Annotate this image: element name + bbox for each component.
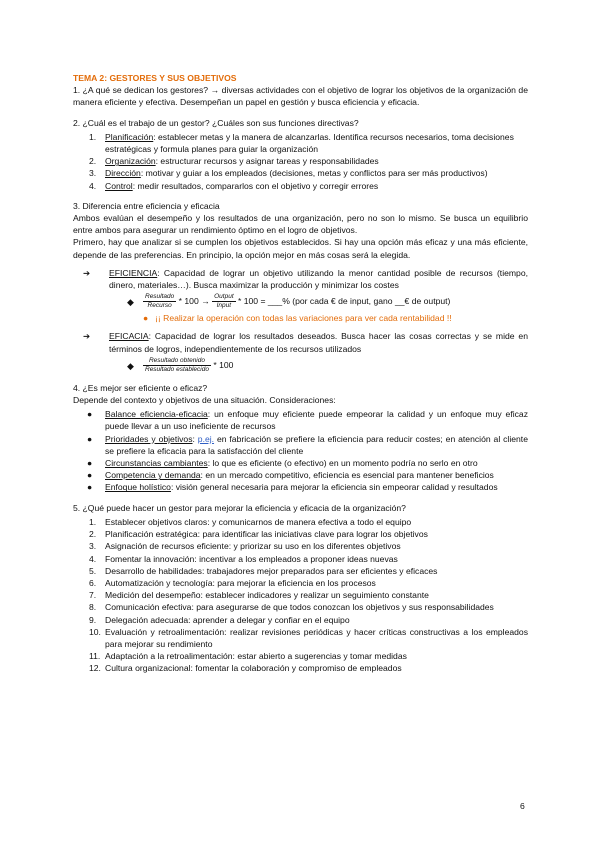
diamond-bullet-icon: ◆ (127, 297, 134, 308)
list-item: 9. Delegación adecuada: aprender a delegar y confiar en el equipo (89, 614, 350, 625)
intro: Depende del contexto y objetivos de una situación. Consideraciones: (73, 395, 336, 406)
fraction: $\frac{\text{Resultado obtenido}}{\text{Resultado establecido}}$ (145, 356, 209, 373)
bullet-icon: ● (87, 409, 93, 420)
eficacia-item: ➔ EFICACIA: Capacidad de lograr los resultados deseados. Busca hacer las cosas correctas y se mide en términos de logros, independientemente de los recursos utilizados (83, 331, 528, 354)
list-item: 7. Medición del desempeño: establecer indicadores y realizar un seguimiento constante (89, 590, 429, 601)
list-item: 6. Automatización y tecnología: para mejorar la eficiencia en los procesos (89, 577, 376, 588)
term: EFICIENCIA (109, 267, 158, 278)
list-item: ● Circunstancias cambiantes: lo que es eficiente (o efectivo) en un momento podría no serlo en otro (87, 458, 478, 469)
question-2: 2. ¿Cuál es el trabajo de un gestor? ¿Cuáles son sus funciones directivas? (73, 117, 359, 128)
list-item: ● Enfoque holístico: visión general necesaria para mejorar la eficiencia sin empeorar calidad y resultados (87, 482, 498, 493)
pej-link[interactable]: p.ej. (197, 433, 215, 444)
section-2 (73, 117, 528, 192)
page-number: 6 (520, 801, 525, 811)
arrow-right-icon: ➔ (83, 331, 91, 342)
list-item: 2. Organización: estructurar recursos y asignar tareas y responsabilidades (89, 156, 379, 167)
list-item: 8. Comunicación efectiva: para asegurarse de que todos conozcan los objetivos y sus responsabilidades (89, 602, 494, 613)
bullet-icon: ● (143, 313, 149, 324)
bullet-icon: ● (87, 458, 93, 469)
eficiencia-item: ➔ EFICIENCIA: Capacidad de lograr un objetivo utilizando la menor cantidad posible de recursos (tiempo, dinero, materiales…). Busca maximizar la producción y minimizar los costes (83, 267, 528, 291)
list-item: 1. Planificación: establecer metas y la manera de alcanzarlas. Identifica recursos necesarios, toma decisiones estratégicas y formula planes para guiar la organización (89, 131, 514, 155)
bullet-icon: ● (87, 470, 93, 481)
list-item: 5. Desarrollo de habilidades: trabajadores mejor preparados para ser eficientes y eficaces (89, 565, 438, 576)
section-3 (73, 200, 528, 374)
term: Control (105, 180, 133, 191)
list-item: 12. Cultura organizacional: fomentar la colaboración y compromiso de empleados (89, 663, 402, 674)
document-title: TEMA 2: GESTORES Y SUS OBJETIVOS (73, 73, 237, 83)
list-item: 10. Evaluación y retroalimentación: realizar revisiones periódicas y hacer críticas constructivas a los empleados para mejorar su rendimiento (89, 626, 528, 649)
bullet-icon: ● (87, 482, 93, 493)
eficacia-formula: ◆ $\frac{\text{Resultado obtenido}}{\text{Resultado establecido}}$ * 100 (127, 356, 234, 373)
term: EFICACIA (109, 331, 149, 342)
paragraph: Primero, hay que analizar si se cumplen los objetivos establecidos. Si hay una opción más eficaz y una más eficiente, depende de las preferencias. En principio, la opción mejor en más cosas será la elegida. (73, 237, 528, 260)
answer-1: → diversas actividades con el objetivo de lograr los objetivos de la organización de manera eficiente y efectiva. Desempeñan un papel en gestión y busca eficiencia y eficacia. (73, 85, 528, 108)
list-item: 2. Planificación estratégica: para identificar las iniciativas clave para lograr los objetivos (89, 529, 428, 540)
term: Organización (105, 156, 156, 167)
section-1 (73, 84, 528, 108)
question-3: 3. Diferencia entre eficiencia y eficacia (73, 200, 220, 211)
rentabilidad-note: ● ¡¡ Realizar la operación con todas las variaciones para ver cada rentabilidad !! (143, 313, 452, 324)
document-page (73, 72, 528, 675)
arrow-right-icon: ➔ (83, 267, 91, 278)
list-item: ● Prioridades y objetivos: p.ej. en fabricación se prefiere la eficiencia para reducir costes; en atención al cliente se prefiere la eficacia para la satisfacción del cliente (87, 433, 528, 456)
fraction: $\frac{\text{Output}}{\text{Input}}$ (214, 293, 234, 310)
question-4: 4. ¿Es mejor ser eficiente o eficaz? (73, 382, 208, 393)
functions-list (73, 131, 528, 192)
fraction: $\frac{\text{Resultado}}{\text{Recurso}}$ (145, 293, 175, 310)
list-item: 3. Dirección: motivar y guiar a los empleados (decisiones, metas y conflictos para ser más productivos) (89, 168, 488, 179)
section-5 (73, 502, 528, 675)
list-item: 3. Asignación de recursos eficiente: y priorizar su uso en los diferentes objetivos (89, 541, 401, 552)
question-5: 5. ¿Qué puede hacer un gestor para mejorar la eficiencia y eficacia de la organización? (73, 502, 406, 513)
list-item: ● Competencia y demanda: en un mercado competitivo, eficiencia es esencial para mantener beneficios (87, 470, 494, 481)
improvements-list (73, 516, 528, 675)
section-4 (73, 382, 528, 494)
considerations-list (73, 408, 528, 493)
term: Dirección (105, 168, 141, 179)
question-1: 1. ¿A qué se dedican los gestores? (73, 85, 209, 96)
diamond-bullet-icon: ◆ (127, 360, 134, 371)
list-item: 1. Establecer objetivos claros: y comunicarnos de manera efectiva a todo el equipo (89, 516, 412, 527)
term: Planificación (105, 131, 154, 142)
eficiencia-formula: ◆ $\frac{\text{Resultado}}{\text{Recurso}}$ * 100 → $\frac{\text{Output}}{\text{Input}}$ * 100 = ___% (por cada € de input, gano __€ de output) (127, 293, 451, 310)
bullet-icon: ● (87, 433, 93, 444)
list-item: 4. Control: medir resultados, compararlos con el objetivo y corregir errores (89, 180, 379, 191)
list-item: 4. Fomentar la innovación: incentivar a los empleados a proponer ideas nuevas (89, 553, 398, 564)
list-item: 11. Adaptación a la retroalimentación: estar abierto a sugerencias y tomar medidas (89, 651, 407, 662)
paragraph: Ambos evalúan el desempeño y los resultados de una organización, pero no son lo mismo. Se busca un equilibrio entre ambos para asegurar un rendimiento óptimo en el logro de objetivos. (73, 213, 528, 236)
list-item: ● Balance eficiencia-eficacia: un enfoque muy eficiente puede empeorar la calidad y un enfoque muy eficaz puede llevar a un uso ineficiente de recursos (87, 409, 528, 432)
